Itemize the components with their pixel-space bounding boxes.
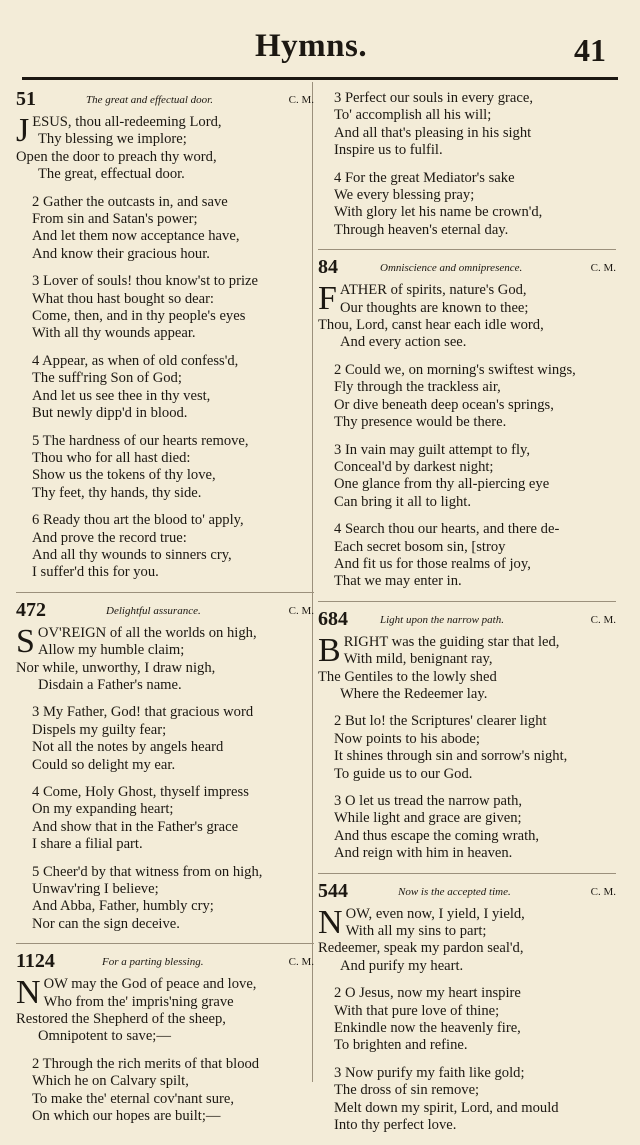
verse-line: 6 Ready thou art the blood to' apply,: [32, 512, 244, 529]
verse-line: Open the door to preach thy word,: [16, 148, 217, 165]
verse-line: And let them now acceptance have,: [32, 228, 240, 245]
stanza: [16, 273, 314, 343]
hymn-subtitle: For a parting blessing.: [102, 956, 204, 969]
page-title: Hymns.: [255, 28, 368, 64]
verse-line: With all thy wounds appear.: [32, 325, 196, 342]
verse-line: Can bring it all to light.: [334, 493, 472, 510]
verse-line: And let us see thee in thy vest,: [32, 387, 211, 404]
page-number: 41: [574, 32, 606, 68]
stanza: [318, 985, 616, 1055]
verse-line: Restored the Shepherd of the sheep,: [16, 1011, 226, 1028]
hymn-block: [318, 249, 616, 591]
verse-line: And show that in the Father's grace: [32, 818, 239, 835]
verse-text: RIGHT was the guiding star that led,: [343, 633, 560, 650]
verse-line: Thou who for all hast died:: [32, 449, 191, 466]
verse-line: Redeemer, speak my pardon seal'd,: [318, 940, 524, 957]
drop-capital: S: [16, 622, 35, 660]
stanza: [318, 282, 616, 352]
stanza: [318, 793, 616, 863]
verse-line: 2 O Jesus, now my heart inspire: [334, 985, 521, 1002]
hymn-block: [16, 943, 314, 1125]
verse-line: Each secret bosom sin, [stroy: [334, 538, 506, 555]
verse-line: Thy presence would be there.: [334, 414, 507, 431]
hymn-header: [318, 258, 616, 280]
stanza: [318, 362, 616, 432]
verse-line: 5 Cheer'd by that witness from on high,: [32, 863, 263, 880]
verse-line: And thus escape the coming wrath,: [334, 827, 540, 844]
verse-line: 4 Come, Holy Ghost, thyself impress: [32, 784, 249, 800]
verse-line: While light and grace are given;: [334, 810, 522, 827]
verse-line: And know their gracious hour.: [32, 245, 210, 262]
hymn-block: [16, 90, 314, 582]
verse-line: One glance from thy all-piercing eye: [334, 476, 550, 493]
verse-line: Thy feet, thy hands, thy side.: [32, 484, 202, 501]
drop-capital: F: [318, 280, 337, 318]
hymn-block: [16, 592, 314, 934]
stanza: [16, 114, 314, 184]
verse-line: Disdain a Father's name.: [38, 676, 182, 693]
verse-line: Enkindle now the heavenly fire,: [334, 1020, 521, 1037]
verse-text: OW may the God of peace and love,: [43, 976, 257, 993]
verse-line: Into thy perfect love.: [334, 1117, 457, 1134]
verse-line: 3 My Father, God! that gracious word: [32, 704, 254, 721]
verse-line: From sin and Satan's power;: [32, 211, 198, 228]
verse-line: 3 Now purify my faith like gold;: [334, 1064, 525, 1081]
hymn-separator: [318, 873, 616, 874]
page-header: [0, 0, 640, 80]
hymn-subtitle: Delightful assurance.: [106, 604, 201, 617]
verse-line: 4 For the great Mediator's sake: [334, 169, 515, 186]
verse-line: To brighten and refine.: [334, 1037, 468, 1054]
verse-line: What thou hast bought so dear:: [32, 290, 214, 307]
verse-line: Not all the notes by angels heard: [32, 739, 224, 756]
hymn-header: [16, 90, 314, 112]
stanza: [318, 903, 616, 976]
verse-line: That we may enter in.: [334, 573, 462, 590]
drop-capital: N: [318, 903, 343, 941]
verse-line: Could so delight my ear.: [32, 756, 176, 773]
verse-text: OW, even now, I yield, I yield,: [345, 905, 525, 922]
verse-line: It shines through sin and sorrow's night,: [334, 748, 568, 765]
hymn-number: 544: [318, 879, 348, 902]
verse-text: ESUS, thou all-redeeming Lord,: [32, 114, 222, 130]
stanza: [16, 1056, 314, 1126]
verse-line: Allow my humble claim;: [38, 642, 185, 659]
verse-line: Show us the tokens of thy love,: [32, 467, 216, 484]
verse-line: 2 But lo! the Scriptures' clearer light: [334, 713, 547, 730]
hymn-subtitle: Light upon the narrow path.: [380, 613, 504, 626]
verse-line: Nor can the sign deceive.: [32, 915, 180, 932]
hymn-header: [318, 607, 616, 632]
stanza: [16, 512, 314, 582]
verse-line: Or dive beneath deep ocean's springs,: [334, 396, 554, 413]
hymn-number: 684: [318, 607, 348, 630]
verse-line: To make the' eternal cov'nant sure,: [32, 1090, 234, 1107]
verse-line: Inspire us to fulfil.: [334, 142, 443, 159]
hymn-subtitle: Now is the accepted time.: [398, 885, 511, 898]
verse-line: Now points to his abode;: [334, 730, 480, 747]
hymn-meter: C. M.: [590, 613, 616, 626]
verse-line: Melt down my spirit, Lord, and mould: [334, 1099, 559, 1116]
hymn-separator: [16, 592, 314, 593]
verse-line: The great, effectual door.: [38, 166, 185, 183]
hymn-meter: C. M.: [590, 262, 616, 275]
verse-line: 2 Through the rich merits of that blood: [32, 1055, 260, 1072]
stanza: [318, 1065, 616, 1135]
stanza: [16, 194, 314, 264]
stanza: [318, 713, 616, 783]
verse-line: And fit us for those realms of joy,: [334, 555, 531, 572]
verse-line: Who from the' impris'ning grave: [43, 993, 234, 1010]
hymn-header: [318, 879, 616, 904]
verse-line: And Abba, Father, humbly cry;: [32, 898, 214, 915]
hymn-block: [318, 873, 616, 1135]
stanza: [318, 442, 616, 512]
verse-line: To guide us to our God.: [334, 765, 473, 782]
stanza: [16, 433, 314, 503]
hymn-subtitle: The great and effectual door.: [86, 94, 213, 106]
drop-capital: B: [318, 631, 341, 669]
verse-line: 2 Gather the outcasts in, and save: [32, 193, 228, 210]
verse-line: And all that's pleasing in his sight: [334, 124, 532, 141]
verse-line: 4 Search thou our hearts, and there de-: [334, 521, 560, 538]
verse-line: And every action see.: [340, 334, 467, 351]
verse-text: OV'REIGN of all the worlds on high,: [37, 624, 257, 641]
hymn-header: [16, 598, 314, 623]
verse-line: Where the Redeemer lay.: [340, 685, 488, 702]
verse-line: But newly dipp'd in blood.: [32, 405, 188, 422]
hymn-subtitle: Omniscience and omnipresence.: [380, 262, 523, 275]
verse-line: With that pure love of thine;: [334, 1002, 500, 1019]
verse-line: On which our hopes are built;—: [32, 1108, 221, 1125]
hymn-meter: C. M.: [288, 604, 314, 617]
hymn-separator: [16, 943, 314, 944]
hymn-meter: C. M.: [590, 885, 616, 898]
verse-line: And all thy wounds to sinners cry,: [32, 546, 232, 563]
verse-line: Nor while, unworthy, I draw nigh,: [16, 659, 216, 676]
hymn-block: [318, 90, 616, 239]
header-rule: [22, 77, 618, 80]
verse-line: 3 In vain may guilt attempt to fly,: [334, 441, 531, 458]
verse-line: Dispels my guilty fear;: [32, 721, 167, 738]
verse-line: Come, then, and in thy people's eyes: [32, 308, 246, 325]
verse-line: The Gentiles to the lowly shed: [318, 668, 497, 685]
hymn-meter: C. M.: [288, 956, 314, 969]
verse-line: Through heaven's eternal day.: [334, 221, 509, 238]
verse-line: We every blessing pray;: [334, 187, 475, 204]
verse-line: 4 Appear, as when of old confess'd,: [32, 352, 239, 369]
verse-line: And reign with him in heaven.: [334, 845, 513, 862]
stanza: [16, 976, 314, 1046]
stanza: [16, 864, 314, 934]
verse-line: 3 Perfect our souls in every grace,: [334, 90, 533, 106]
left-column: [16, 90, 314, 1136]
stanza: [16, 784, 314, 854]
drop-capital: N: [16, 974, 41, 1012]
verse-line: 5 The hardness of our hearts remove,: [32, 432, 249, 449]
verse-line: Fly through the trackless air,: [334, 379, 501, 396]
stanza: [318, 170, 616, 240]
verse-line: I share a filial part.: [32, 836, 143, 853]
verse-line: To' accomplish all his will;: [334, 107, 492, 124]
hymn-number: 1124: [16, 950, 55, 973]
stanza: [318, 631, 616, 704]
hymn-separator: [318, 601, 616, 602]
stanza: [16, 704, 314, 774]
verse-line: Omnipotent to save;—: [38, 1028, 171, 1045]
right-column: [318, 90, 616, 1145]
hymn-block: [318, 601, 616, 863]
hymn-separator: [318, 249, 616, 250]
drop-capital: J: [16, 112, 30, 149]
verse-line: 2 Could we, on morning's swiftest wings,: [334, 361, 576, 378]
hymn-number: 51: [16, 88, 36, 110]
stanza: [318, 521, 616, 591]
verse-line: Conceal'd by darkest night;: [334, 458, 494, 475]
verse-line: And purify my heart.: [340, 957, 464, 974]
verse-line: Unwav'ring I believe;: [32, 881, 159, 898]
verse-line: 3 O let us tread the narrow path,: [334, 793, 523, 809]
verse-line: Our thoughts are known to thee;: [340, 299, 529, 316]
stanza: [16, 622, 314, 695]
verse-line: 3 Lover of souls! thou know'st to prize: [32, 273, 258, 290]
stanza: [318, 90, 616, 160]
verse-line: And prove the record true:: [32, 529, 187, 546]
hymn-meter: C. M.: [288, 94, 314, 106]
hymn-number: 84: [318, 256, 338, 279]
verse-line: With mild, benignant ray,: [343, 651, 493, 668]
verse-line: The dross of sin remove;: [334, 1082, 480, 1099]
verse-line: Thou, Lord, canst hear each idle word,: [318, 317, 544, 334]
stanza: [16, 353, 314, 423]
hymn-number: 472: [16, 598, 46, 621]
verse-line: With all my sins to part;: [345, 923, 487, 940]
verse-text: ATHER of spirits, nature's God,: [339, 282, 527, 299]
hymn-header: [16, 952, 314, 974]
verse-line: I suffer'd this for you.: [32, 564, 159, 581]
verse-line: Thy blessing we implore;: [38, 131, 187, 148]
verse-line: With glory let his name be crown'd,: [334, 204, 543, 221]
verse-line: On my expanding heart;: [32, 801, 174, 818]
verse-line: The suff'ring Son of God;: [32, 370, 182, 387]
verse-line: Which he on Calvary spilt,: [32, 1073, 189, 1090]
